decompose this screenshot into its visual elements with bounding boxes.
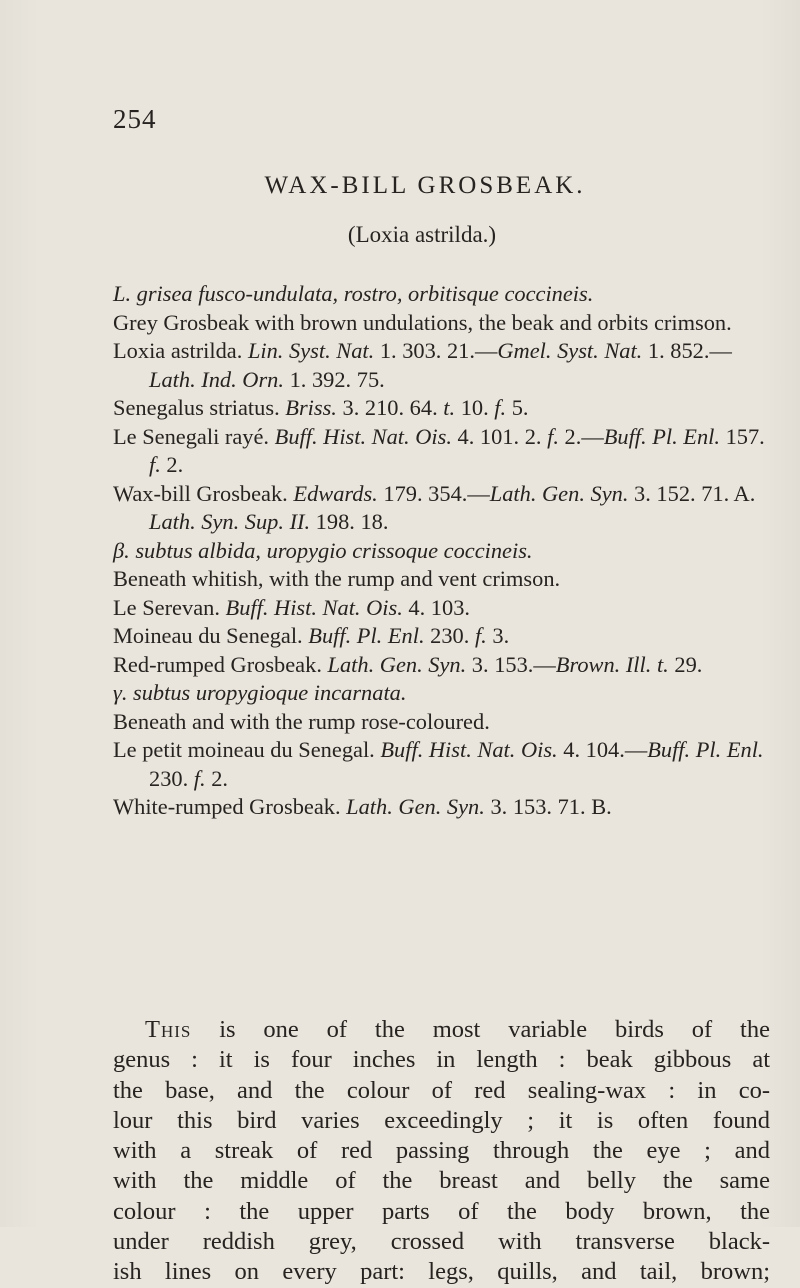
synonymy-text-run: 3. bbox=[486, 623, 510, 648]
paragraph-line: the base, and the colour of red sealing-wax : in co- bbox=[113, 1076, 770, 1104]
synonymy-text-run: 230. bbox=[149, 765, 194, 791]
synonymy-text-run: Lath. Gen. Syn. bbox=[346, 794, 485, 819]
synonymy-text-run: Lath. Ind. Orn. bbox=[149, 366, 284, 392]
synonymy-text-run: γ. subtus uropygioque incarnata. bbox=[113, 680, 407, 705]
paragraph-line: colour : the upper parts of the body brown, the bbox=[113, 1197, 770, 1225]
synonymy-entry bbox=[113, 337, 773, 394]
synonymy-text-run: f. bbox=[494, 395, 507, 420]
article-subtitle: (Loxia astrilda.) bbox=[347, 222, 497, 247]
synonymy-text-run: 3. 153.— bbox=[466, 651, 556, 677]
synonymy-text-run: Le Serevan. bbox=[113, 594, 226, 620]
synonymy-entry bbox=[113, 480, 773, 537]
synonymy-text-run: 1. 303. 21.— bbox=[374, 338, 498, 363]
synonymy-text-run: Buff. Pl. Enl. bbox=[647, 737, 764, 762]
synonymy-text-run: 1. 852.— bbox=[642, 338, 732, 363]
article-title: WAX-BILL GROSBEAK. bbox=[264, 172, 586, 199]
synonymy-text-run: 5. bbox=[506, 395, 529, 420]
paragraph-line: with a streak of red passing through the eye ; and bbox=[113, 1137, 770, 1165]
synonymy-text-run: 10. bbox=[455, 395, 495, 420]
synonymy-text-run: Buff. Pl. Enl. bbox=[308, 623, 425, 648]
synonymy-text-run: White-rumped Grosbeak. bbox=[113, 794, 347, 819]
synonymy-block bbox=[113, 280, 773, 822]
synonymy-entry bbox=[113, 280, 773, 309]
synonymy-entry bbox=[113, 679, 773, 708]
synonymy-text-run: β. subtus albida, uropygio crissoque coccineis. bbox=[113, 537, 533, 563]
synonymy-text-run: Le Senegali rayé. bbox=[113, 423, 275, 449]
synonymy-text-run: 3. 153. 71. B. bbox=[484, 794, 612, 819]
synonymy-text-run: Brown. Ill. bbox=[555, 651, 652, 677]
synonymy-entry bbox=[113, 394, 773, 423]
synonymy-text-run: 2. bbox=[160, 452, 184, 477]
synonymy-text-run: 230. bbox=[424, 623, 475, 648]
paragraph-line: ish lines on every part: legs, quills, and tail, brown; bbox=[113, 1258, 770, 1286]
synonymy-text-run: Wax-bill Grosbeak. bbox=[113, 480, 294, 506]
synonymy-text-run: Lath. Gen. Syn. bbox=[489, 480, 629, 506]
synonymy-entry bbox=[113, 309, 773, 338]
synonymy-text-run: 179. 354.— bbox=[377, 480, 490, 506]
synonymy-text-run: f. bbox=[193, 765, 206, 791]
synonymy-entry bbox=[113, 793, 773, 822]
synonymy-text-run: 2. bbox=[205, 765, 228, 791]
synonymy-text-run: Red-rumped Grosbeak. bbox=[113, 651, 328, 677]
synonymy-text-run: f. bbox=[474, 623, 487, 648]
synonymy-entry bbox=[113, 736, 773, 793]
synonymy-text-run: Beneath whitish, with the rump and vent crimson. bbox=[113, 566, 561, 591]
synonymy-text-run: 29. bbox=[668, 651, 703, 677]
synonymy-text-run: 4. 101. 2. bbox=[451, 423, 548, 449]
synonymy-entry bbox=[113, 708, 773, 737]
synonymy-text-run: 1. 392. 75. bbox=[283, 366, 385, 392]
synonymy-text-run: f. bbox=[149, 452, 161, 477]
synonymy-text-run: Buff. Hist. Nat. Ois. bbox=[274, 423, 452, 449]
synonymy-text-run: 3. 210. 64. bbox=[336, 395, 444, 420]
synonymy-entry bbox=[113, 565, 773, 594]
paragraph-line: This is one of the most variable birds of the bbox=[145, 1016, 770, 1043]
synonymy-text-run: 4. 103. bbox=[402, 594, 470, 620]
synonymy-text-run: Senegalus striatus. bbox=[113, 395, 286, 420]
page-number: 254 bbox=[113, 104, 157, 134]
synonymy-text-run: Buff. Pl. Enl. bbox=[603, 423, 720, 449]
synonymy-text-run: Lath. Gen. Syn. bbox=[327, 651, 467, 677]
synonymy-entry bbox=[113, 622, 773, 651]
synonymy-text-run: 157. bbox=[720, 423, 765, 449]
description-paragraph bbox=[113, 1015, 770, 1288]
synonymy-entry bbox=[113, 537, 773, 566]
paragraph-line: lour this bird varies exceedingly ; it is often found bbox=[113, 1106, 770, 1134]
paragraph-line: under reddish grey, crossed with transverse black- bbox=[113, 1228, 770, 1256]
synonymy-text-run: 4. 104.— bbox=[557, 737, 648, 762]
synonymy-text-run: Lath. Syn. Sup. II. bbox=[149, 509, 311, 534]
synonymy-text-run: Moineau du Senegal. bbox=[113, 623, 309, 648]
synonymy-text-run: Buff. Hist. Nat. Ois. bbox=[225, 594, 403, 620]
synonymy-text-run: Lin. Syst. Nat. bbox=[247, 338, 375, 363]
synonymy-text-run: Buff. Hist. Nat. Ois. bbox=[380, 737, 558, 762]
synonymy-entry bbox=[113, 594, 773, 623]
synonymy-entry bbox=[113, 423, 773, 480]
synonymy-text-run: t. bbox=[443, 395, 456, 420]
synonymy-text-run: Briss. bbox=[285, 395, 337, 420]
synonymy-text-run: f. bbox=[547, 423, 559, 449]
synonymy-text-run: Gmel. Syst. Nat. bbox=[497, 338, 643, 363]
paragraph-line: with the middle of the breast and belly the same bbox=[113, 1167, 770, 1195]
paragraph-line: genus : it is four inches in length : beak gibbous at bbox=[113, 1046, 770, 1074]
synonymy-text-run: Edwards. bbox=[293, 480, 378, 506]
synonymy-text-run: Le petit moineau du Senegal. bbox=[113, 737, 381, 762]
synonymy-text-run: Grey Grosbeak with brown undulations, the beak and orbits crimson. bbox=[113, 309, 732, 335]
synonymy-text-run: Loxia astrilda. bbox=[113, 338, 248, 363]
synonymy-text-run: t. bbox=[656, 651, 669, 677]
paragraph-lead-word: This bbox=[145, 1016, 192, 1043]
synonymy-text-run: L. grisea fusco-undulata, rostro, orbitisque coccineis. bbox=[113, 281, 594, 306]
synonymy-text-run: 3. 152. 71. A. bbox=[628, 480, 756, 506]
synonymy-text-run: 198. 18. bbox=[310, 509, 389, 534]
synonymy-text-run: 2.— bbox=[558, 423, 604, 449]
synonymy-entry bbox=[113, 651, 773, 680]
synonymy-text-run: Beneath and with the rump rose-coloured. bbox=[113, 708, 490, 734]
